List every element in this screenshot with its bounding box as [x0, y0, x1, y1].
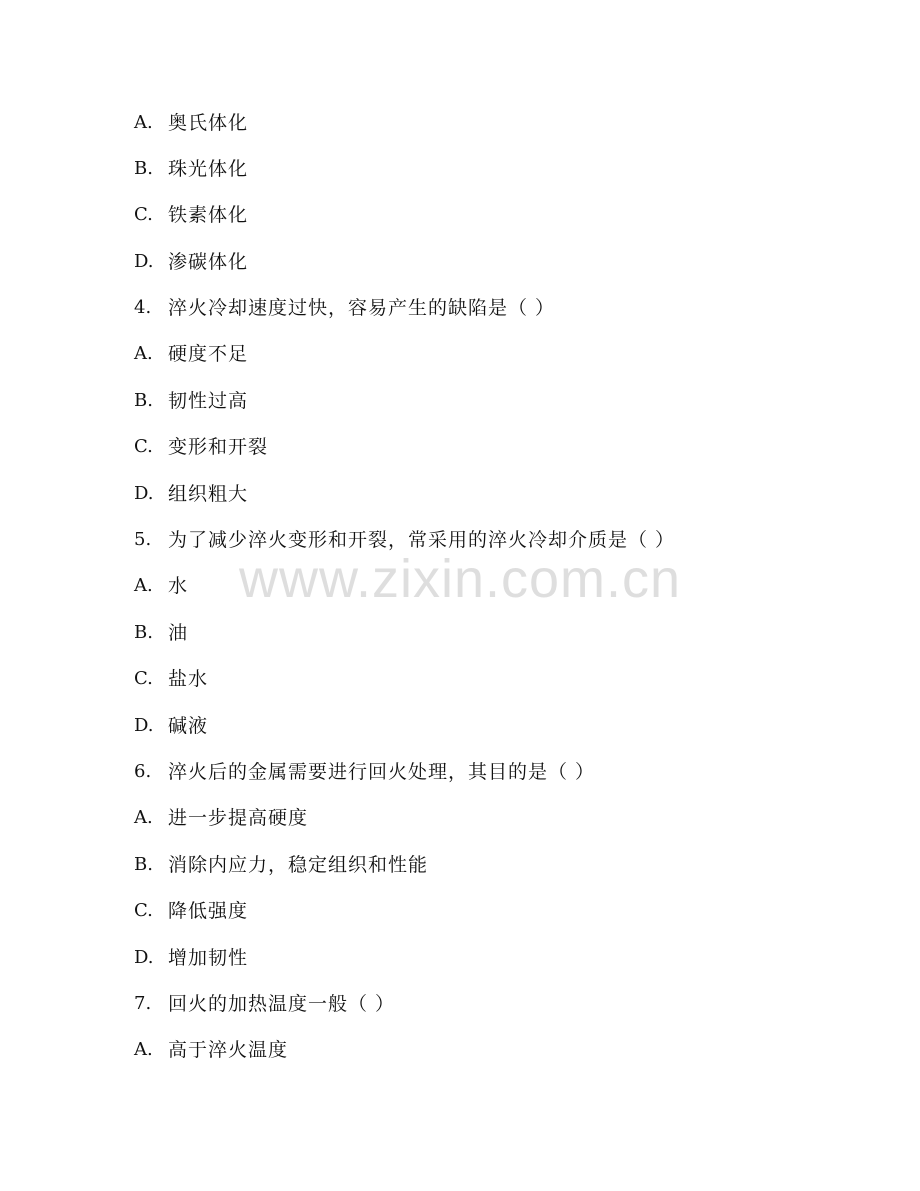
- option-text: 珠光体化: [168, 158, 249, 180]
- option-text: 进一步提高硬度: [168, 807, 309, 829]
- question-line: [134, 991, 395, 1017]
- option-marker: A.: [134, 807, 153, 828]
- option-marker: A.: [134, 343, 153, 364]
- option-marker: B.: [134, 622, 153, 643]
- option-text: 韧性过高: [168, 390, 249, 412]
- question-line: [134, 759, 595, 785]
- option-marker: B.: [134, 854, 153, 875]
- question-number: 7.: [134, 993, 152, 1014]
- option-marker: A.: [134, 112, 153, 133]
- option-marker: B.: [134, 158, 153, 179]
- question-number: 5.: [134, 529, 152, 550]
- option-line: [134, 1037, 288, 1063]
- question-text: 回火的加热温度一般（ ）: [168, 993, 396, 1015]
- watermark: www.zixin.com.cn: [238, 549, 682, 609]
- option-text: 组织粗大: [168, 483, 249, 505]
- question-text: 为了减少淬火变形和开裂，常采用的淬火冷却介质是（ ）: [168, 529, 676, 551]
- option-text: 增加韧性: [168, 947, 249, 969]
- option-line: [134, 620, 188, 646]
- option-line: [134, 388, 248, 414]
- option-marker: C.: [134, 900, 153, 921]
- question-text: 淬火冷却速度过快，容易产生的缺陷是（ ）: [168, 297, 556, 319]
- option-text: 消除内应力，稳定组织和性能: [168, 854, 429, 876]
- question-line: [134, 295, 555, 321]
- option-text: 变形和开裂: [168, 436, 269, 458]
- option-line: [134, 713, 208, 739]
- option-line: [134, 434, 268, 460]
- option-line: [134, 110, 248, 136]
- option-line: [134, 805, 308, 831]
- question-text: 淬火后的金属需要进行回火处理，其目的是（ ）: [168, 761, 596, 783]
- option-line: [134, 666, 208, 692]
- option-line: [134, 249, 248, 275]
- option-marker: C.: [134, 204, 153, 225]
- option-marker: C.: [134, 668, 153, 689]
- option-line: [134, 156, 248, 182]
- option-marker: A.: [134, 1039, 153, 1060]
- option-line: [134, 898, 248, 924]
- option-text: 硬度不足: [168, 343, 249, 365]
- option-text: 碱液: [168, 715, 209, 737]
- option-marker: D.: [134, 715, 154, 736]
- option-marker: C.: [134, 436, 153, 457]
- option-line: [134, 945, 248, 971]
- question-line: [134, 527, 675, 553]
- option-text: 盐水: [168, 668, 209, 690]
- option-line: [134, 852, 428, 878]
- option-text: 奥氏体化: [168, 112, 249, 134]
- option-line: [134, 481, 248, 507]
- option-text: 渗碳体化: [168, 251, 249, 273]
- option-marker: D.: [134, 947, 154, 968]
- question-number: 4.: [134, 297, 152, 318]
- option-text: 降低强度: [168, 900, 249, 922]
- option-text: 水: [168, 575, 189, 597]
- option-marker: B.: [134, 390, 153, 411]
- option-text: 高于淬火温度: [168, 1039, 289, 1061]
- option-line: [134, 573, 188, 599]
- option-marker: D.: [134, 251, 154, 272]
- option-line: [134, 341, 248, 367]
- option-line: [134, 202, 248, 228]
- option-text: 铁素体化: [168, 204, 249, 226]
- option-text: 油: [168, 622, 189, 644]
- option-marker: A.: [134, 575, 153, 596]
- option-marker: D.: [134, 483, 154, 504]
- question-number: 6.: [134, 761, 152, 782]
